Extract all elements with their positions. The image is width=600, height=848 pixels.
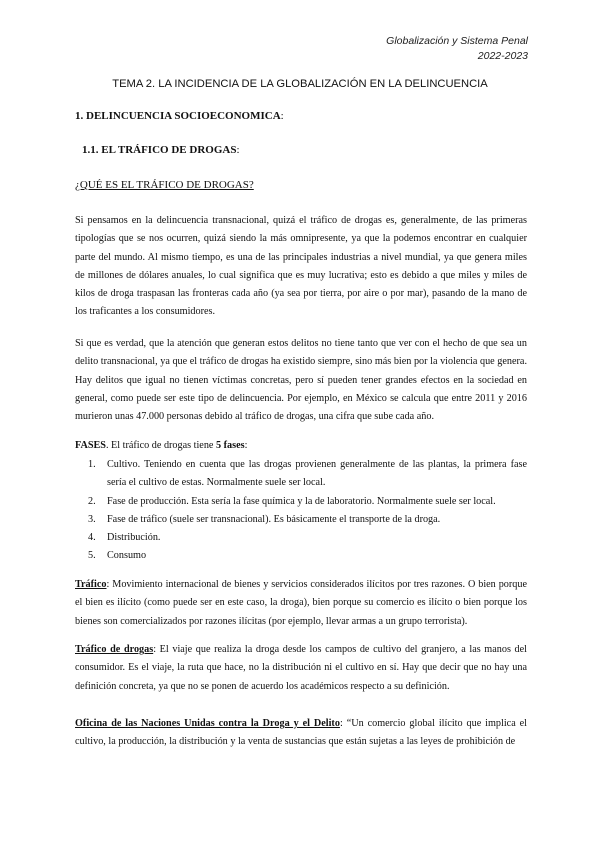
list-item-number: 5. (88, 550, 96, 562)
section-heading-1-1-label: 1.1. EL TRÁFICO DE DROGAS (82, 144, 237, 156)
fases-label: FASES (75, 440, 106, 451)
header-year: 2022-2023 (477, 50, 528, 62)
list-item-text: Fase de tráfico (suele ser transnacional). Es básicamente el transporte de la droga. (107, 513, 441, 525)
section-heading-1-1 (82, 144, 240, 156)
list-item-number: 3. (88, 513, 96, 525)
paragraph-intro: Si pensamos en la delincuencia transnacional, quizá el tráfico de drogas es, generalmente, de las primeras tipologías que se nos ocurren, quizá siendo la más omnipresente, ya que la podemos encontrar en cualquier parte del mundo. Al mismo tiempo, es una de las principales industrias a nivel mundial, ya que genera miles de millones de dólares anuales, lo cual significa que es muy lucrativa; esto es debido a que miles y miles de kilos de droga traspasan las fronteras cada año (ya sea por tierra, por aire o por mar), pasando de la mano de los traficantes a los consumidores. (75, 215, 527, 318)
list-item-text: Consumo (107, 550, 147, 562)
list-item-text: Distribución. (107, 532, 161, 544)
definition-onu-term: Oficina de las Naciones Unidas contra la Droga y el Delito (75, 718, 340, 729)
definition-trafico-drogas-term: Tráfico de drogas (75, 644, 154, 655)
section-heading-1-suffix: : (280, 110, 284, 122)
section-heading-1-1-suffix: : (236, 144, 240, 156)
section-heading-1 (75, 110, 284, 122)
running-header (386, 34, 528, 64)
list-item (75, 456, 527, 493)
fases-count: 5 fases (216, 440, 245, 451)
definition-onu-text: : “Un comercio global ilícito que implica el cultivo, la producción, la distribución y la venta de sustancias que están sujetas a las leyes de prohibición de (75, 718, 527, 748)
list-item-number: 1. (88, 459, 96, 470)
section-heading-1-label: 1. DELINCUENCIA SOCIOECONOMICA (75, 110, 281, 122)
list-item-text: Fase de producción. Esta sería la fase química y la de laboratorio. Normalmente suele ser local. (107, 495, 496, 507)
list-item (75, 511, 527, 529)
definition-trafico (75, 576, 527, 631)
definition-trafico-term: Tráfico (75, 579, 107, 590)
document-title: TEMA 2. LA INCIDENCIA DE LA GLOBALIZACIÓN EN LA DELINCUENCIA (112, 78, 488, 90)
paragraph-violence: Si que es verdad, que la atención que generan estos delitos no tiene tanto que ver con el hecho de que sea un delito transnacional, ya que el tráfico de drogas ha existido siempre, sino más bien por la violencia que genera. Hay delitos que igual no tienen víctimas concretas, pero sí pueden tener grandes efectos en la sociedad en general, como puede ser este tipo de delincuencia. Por ejemplo, en México se calcula que entre 2011 y 2016 murieron unas 47.000 personas debido al tráfico de drogas, una cifra que sube cada año. (75, 338, 527, 423)
list-item (75, 493, 527, 511)
list-item (75, 529, 527, 547)
fases-list (75, 456, 527, 566)
header-course: Globalización y Sistema Penal (386, 35, 528, 47)
list-item (75, 547, 527, 565)
list-item-number: 2. (88, 495, 96, 507)
list-item-text: Cultivo. Teniendo en cuenta que las drogas provienen generalmente de las plantas, la primera fase sería el cultivo de estas. Normalmente suele ser local. (107, 459, 527, 489)
definition-trafico-drogas (75, 641, 527, 696)
subsection-question: ¿QUÉ ES EL TRÁFICO DE DROGAS? (75, 179, 254, 191)
definition-trafico-drogas-text: : El viaje que realiza la droga desde los campos de cultivo del granjero, a las manos del consumidor. Es el viaje, la ruta que hace, no la distribución ni el cultivo en sí. Hay que decir que no hay una definición concreta, ya que no se ponen de acuerdo los académicos respecto a su definición. (75, 644, 527, 692)
fases-text-after: : (244, 440, 248, 451)
definition-onu (75, 715, 527, 752)
fases-text-before: . El tráfico de drogas tiene (105, 440, 216, 451)
definition-trafico-text: : Movimiento internacional de bienes y servicios considerados ilícitos por tres razones. O bien porque el bien es ilícito (como puede ser en este caso, la droga), bien porque su comercio es ilícito o bien porque los bienes son comercializados por razones ilícitas (por ejemplo, llevar armas a un grupo terrorista). (75, 579, 527, 627)
fases-intro (75, 437, 527, 455)
list-item-number: 4. (88, 532, 96, 544)
